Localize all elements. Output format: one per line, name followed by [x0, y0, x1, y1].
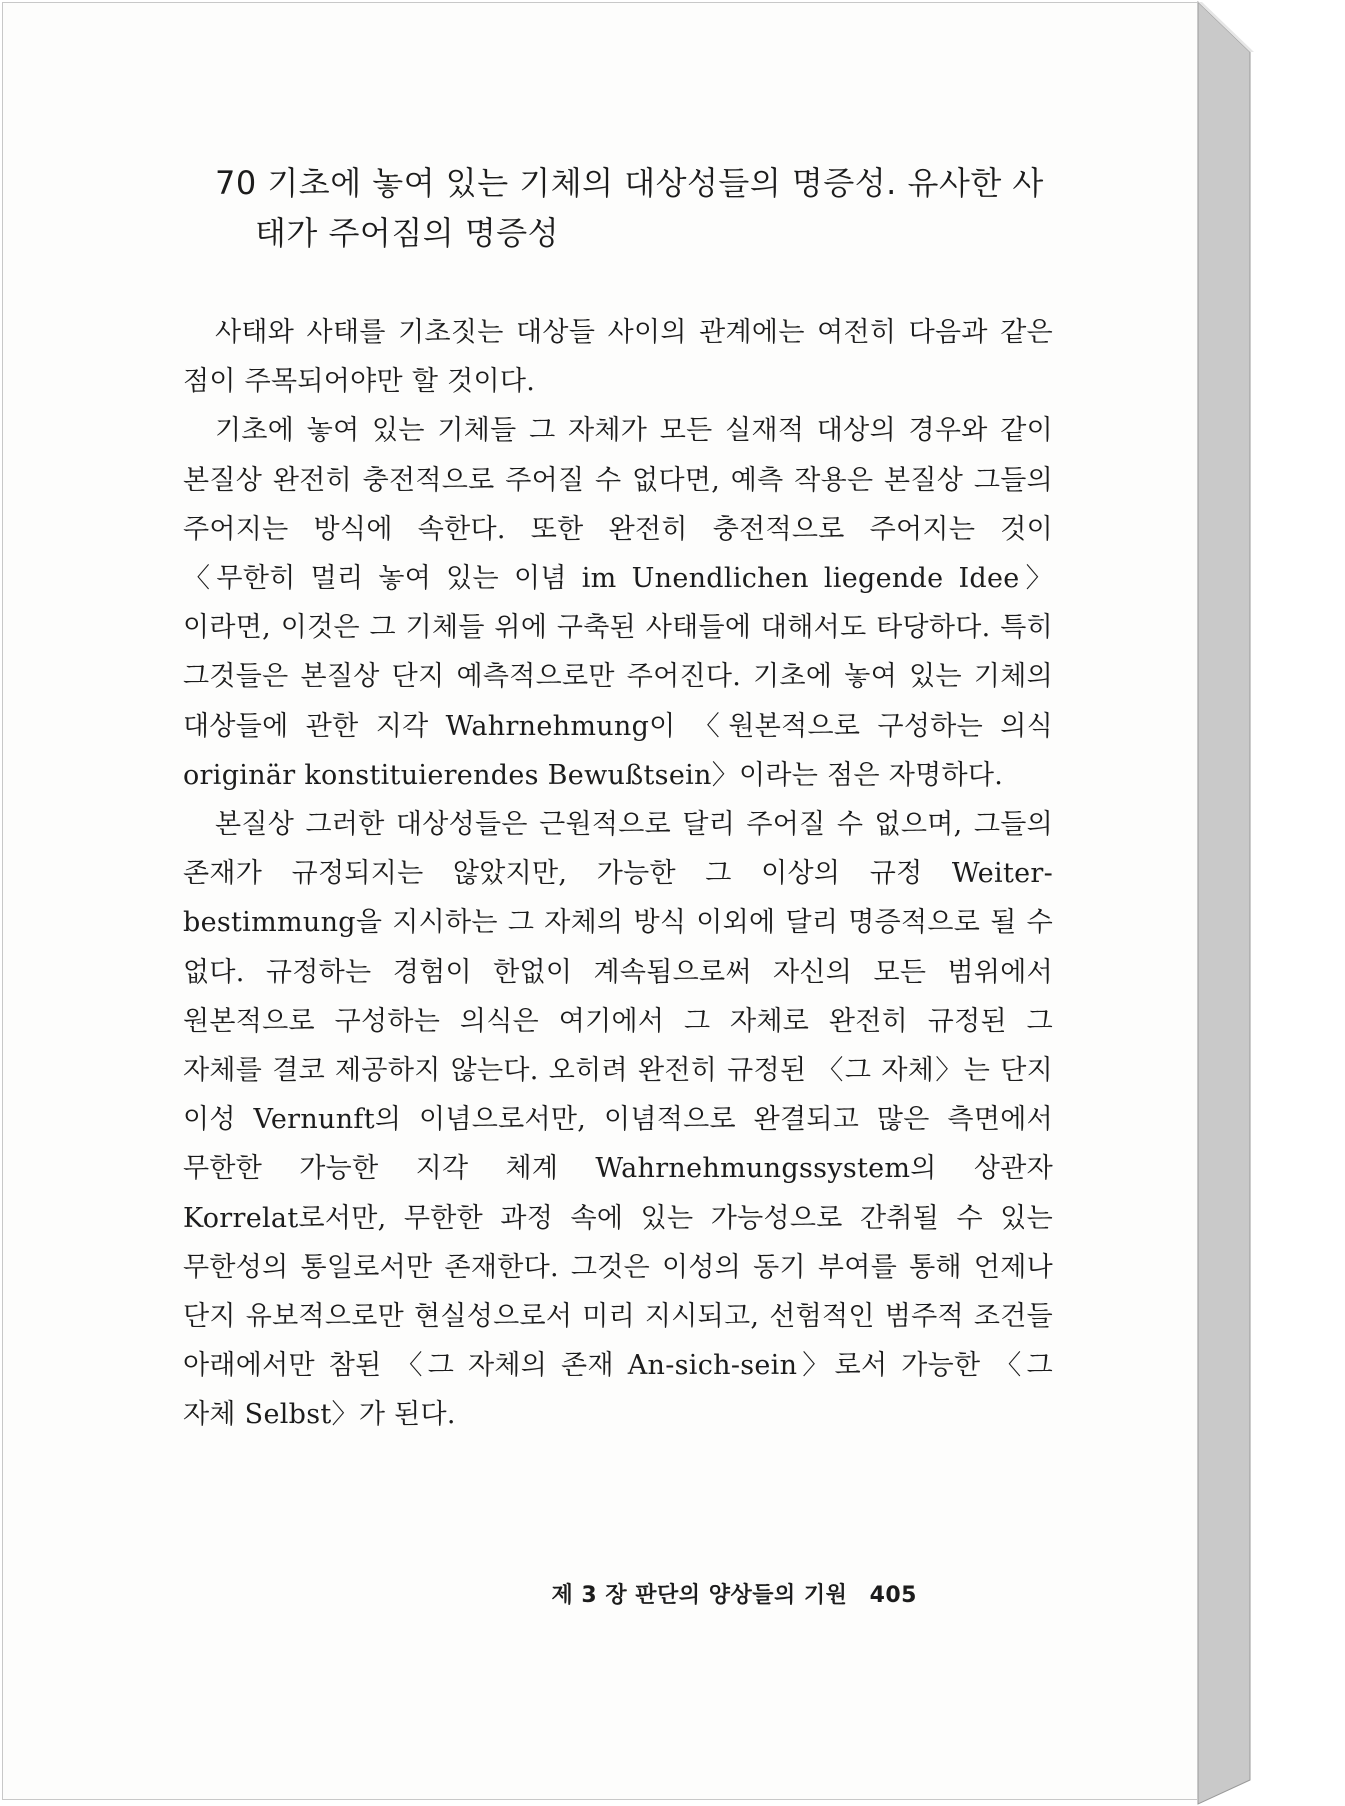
page-content	[183, 158, 1053, 1440]
section-heading: 70 기초에 놓여 있는 기체의 대상성들의 명증성. 유사한 사태가 주어짐의 명증성	[215, 164, 1044, 252]
paragraph: 기초에 놓여 있는 기체들 그 자체가 모든 실재적 대상의 경우와 같이 본질상 완전히 충전적으로 주어질 수 없다면, 예측 작용은 본질상 그들의 주어지는 방식에 속한다. 또한 완전히 충전적으로 주어지는 것이 〈무한히 멀리 놓여 있는 이념 im Unendlichen liegende Idee〉이라면, 이것은 그 기체들 위에 구축된 사태들에 대해서도 타당하다. 특히 그것들은 본질상 단지 예측적으로만 주어진다. 기초에 놓여 있는 기체의 대상들에 관한 지각 Wahrnehmung이 〈원본적으로 구성하는 의식 originär konstituierendes Bewußtsein〉이라는 점은 자명하다.	[183, 415, 1053, 791]
chapter-title: 제 3 장 판단의 양상들의 기원	[551, 1583, 848, 1608]
page	[2, 2, 1198, 1800]
running-footer	[552, 1578, 918, 1609]
paragraph: 본질상 그러한 대상성들은 근원적으로 달리 주어질 수 없으며, 그들의 존재가 규정되지는 않았지만, 가능한 그 이상의 규정 Weiter-bestimmung을 지시하는 그 자체의 방식 이외에 달리 명증적으로 될 수 없다. 규정하는 경험이 한없이 계속됨으로써 자신의 모든 범위에서 원본적으로 구성하는 의식은 여기에서 그 자체로 완전히 규정된 그 자체를 결코 제공하지 않는다. 오히려 완전히 규정된 〈그 자체〉는 단지 이성 Vernunft의 이념으로서만, 이념적으로 완결되고 많은 측면에서 무한한 가능한 지각 체계 Wahrnehmungssystem의 상관자 Korrelat로서만, 무한한 과정 속에 있는 가능성으로 간취될 수 있는 무한성의 통일로서만 존재한다. 그것은 이성의 동기 부여를 통해 언제나 단지 유보적으로만 현실성으로서 미리 지시되고, 선험적인 범주적 조건들 아래에서만 참된 〈그 자체의 존재 An-sich-sein〉로서 가능한 〈그 자체 Selbst〉가 된다.	[183, 809, 1053, 1431]
page-number: 405	[869, 1583, 917, 1608]
paragraph: 사태와 사태를 기초짓는 대상들 사이의 관계에는 여전히 다음과 같은 점이 주목되어야만 할 것이다.	[183, 317, 1053, 398]
